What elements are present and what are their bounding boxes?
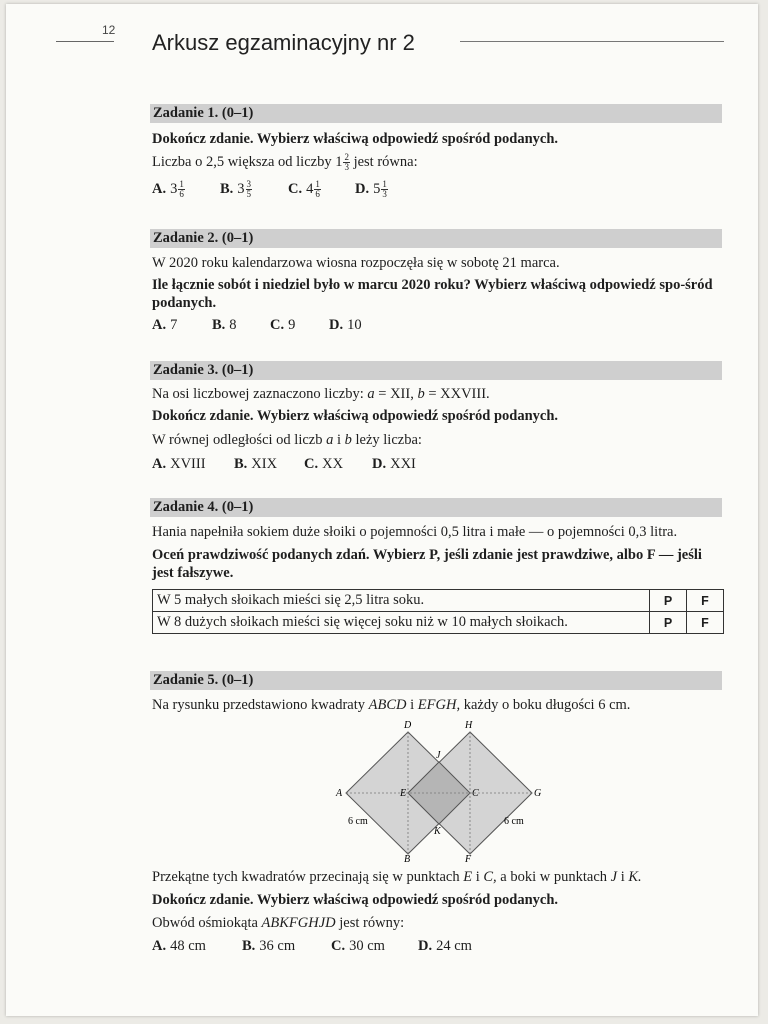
option-label: A.: [152, 317, 167, 333]
point-c: C,: [483, 869, 497, 885]
label-k: K: [434, 826, 441, 837]
label-d: D: [404, 720, 412, 731]
task-5-option-d[interactable]: [418, 938, 472, 955]
variable-a: a: [326, 432, 334, 448]
fraction-denominator: 3: [382, 189, 387, 199]
table-row: [153, 612, 724, 634]
task-3-text-pre: Na osi liczbowej zaznaczono liczby:: [152, 386, 364, 402]
option-whole: 5: [373, 181, 381, 197]
task-3-question-post: leży liczba:: [355, 432, 422, 448]
task-1-option-d[interactable]: [355, 180, 388, 199]
task-4-header: Zadanie 4. (0–1): [150, 498, 722, 517]
conjunction: i: [620, 869, 625, 885]
point-k: K.: [628, 869, 642, 885]
task-2-text: W 2020 roku kalendarzowa wiosna rozpoczęła się w sobotę 21 marca.: [152, 255, 560, 271]
true-choice[interactable]: P: [650, 590, 687, 612]
option-value: 10: [347, 317, 362, 333]
value-a: = XII,: [378, 386, 414, 402]
option-label: D.: [329, 317, 344, 333]
option-label: C.: [270, 317, 285, 333]
option-value: 7: [170, 317, 178, 333]
label-g: G: [534, 788, 542, 799]
title-rule: [460, 41, 724, 42]
fraction-numerator: 1: [179, 179, 184, 189]
task-3-option-a[interactable]: [152, 456, 206, 473]
fraction-numerator: 3: [246, 179, 252, 189]
true-false-table: [152, 589, 724, 634]
task-2-header: Zadanie 2. (0–1): [150, 229, 722, 248]
fraction-denominator: 3: [344, 162, 349, 173]
task-3-text: [152, 385, 490, 403]
option-label: A.: [152, 938, 167, 954]
task-5-header: Zadanie 5. (0–1): [150, 671, 722, 690]
point-j: J: [610, 869, 618, 885]
page-number: 12: [102, 23, 116, 37]
option-label: B.: [220, 180, 234, 197]
task-5-text-2: [152, 868, 642, 886]
label-a: A: [336, 788, 343, 799]
option-value: XVIII: [170, 456, 206, 472]
side-length-right: 6 cm: [504, 816, 524, 827]
task-3-option-b[interactable]: [234, 456, 277, 473]
task-2-instruction: Ile łącznie sobót i niedziel było w marcu 2020 roku? Wybierz właściwą odpowiedź spo-śród podanych.: [152, 277, 713, 311]
option-fraction: [178, 180, 185, 199]
option-whole: 3: [170, 181, 178, 197]
option-value: 9: [288, 317, 296, 333]
label-c: C: [472, 788, 479, 799]
task-5-text2-mid: a boki w punktach: [500, 869, 608, 885]
square-abcd-name: ABCD: [368, 697, 407, 713]
option-value: XX: [322, 456, 344, 472]
square-efgh-name: EFGH,: [417, 697, 461, 713]
fraction-numerator: 2: [344, 152, 349, 163]
task-3-question-pre: W równej odległości od liczb: [152, 432, 323, 448]
option-label: B.: [212, 317, 226, 333]
variable-b: b: [344, 432, 352, 448]
task-5-question: [152, 914, 404, 932]
task-1-question-post: jest równa:: [353, 154, 418, 170]
task-4-instruction: Oceń prawdziwość podanych zdań. Wybierz P, jeśli zdanie jest prawdziwe, albo F — jeśli jest fałszywe.: [152, 547, 702, 581]
octagon-name: ABKFGHJD: [261, 915, 336, 931]
task-5-option-b[interactable]: [242, 938, 295, 955]
option-whole: 4: [306, 181, 314, 197]
option-label: D.: [355, 180, 370, 197]
fraction-numerator: 1: [315, 179, 320, 189]
variable-b: b: [417, 386, 425, 402]
option-label: C.: [331, 938, 346, 954]
task-1-instruction: Dokończ zdanie. Wybierz właściwą odpowiedź spośród podanych.: [152, 131, 559, 147]
task-3-header: Zadanie 3. (0–1): [150, 361, 722, 380]
label-e: E: [400, 788, 407, 799]
label-f: F: [465, 854, 472, 864]
option-value: 24 cm: [436, 938, 472, 954]
option-value: XIX: [251, 456, 278, 472]
fraction-denominator: 5: [246, 189, 252, 199]
point-e: E: [463, 869, 473, 885]
statement-text: W 5 małych słoikach mieści się 2,5 litra soku.: [153, 590, 650, 612]
task-5-text-post: każdy o boku długości 6 cm.: [463, 697, 631, 713]
false-choice[interactable]: F: [687, 590, 724, 612]
squares-figure: [324, 716, 554, 864]
exam-page: [6, 4, 758, 1016]
option-value: 36 cm: [259, 938, 296, 954]
option-fraction: [246, 180, 253, 199]
option-label: B.: [234, 456, 248, 472]
task-1-question-fraction: [343, 153, 350, 172]
option-value: 8: [229, 317, 237, 333]
task-3-option-d[interactable]: [372, 456, 416, 473]
task-1-option-c[interactable]: [288, 180, 321, 199]
task-5-question-pre: Obwód ośmiokąta: [152, 915, 258, 931]
side-length-left: 6 cm: [348, 816, 368, 827]
task-5-text-pre: Na rysunku przedstawiono kwadraty: [152, 697, 366, 713]
true-choice[interactable]: P: [650, 612, 687, 634]
option-label: A.: [152, 180, 167, 197]
task-5-text: [152, 696, 630, 714]
task-5-instruction: Dokończ zdanie. Wybierz właściwą odpowiedź spośród podanych.: [152, 892, 559, 908]
option-label: D.: [418, 938, 433, 954]
task-3-option-c[interactable]: [304, 456, 343, 473]
fraction-numerator: 1: [382, 179, 387, 189]
conjunction: i: [410, 697, 415, 713]
label-b: B: [404, 854, 411, 864]
option-fraction: [381, 180, 388, 199]
option-label: C.: [288, 180, 303, 197]
task-1-question: [152, 153, 418, 172]
conjunction: i: [336, 432, 341, 448]
task-4-text: Hania napełniła sokiem duże słoiki o pojemności 0,5 litra i małe — o pojemności 0,3 litra.: [152, 524, 678, 540]
task-1-option-b[interactable]: [220, 180, 252, 199]
statement-text: W 8 dużych słoikach mieści się więcej soku niż w 10 małych słoikach.: [153, 612, 650, 634]
page-number-rule: [56, 41, 114, 42]
option-value: XXI: [390, 456, 416, 472]
task-3-instruction: Dokończ zdanie. Wybierz właściwą odpowiedź spośród podanych.: [152, 408, 559, 424]
task-5-option-a[interactable]: [152, 938, 206, 955]
false-choice[interactable]: F: [687, 612, 724, 634]
option-value: 30 cm: [349, 938, 385, 954]
task-1-option-a[interactable]: [152, 180, 185, 199]
fraction-denominator: 6: [315, 189, 320, 199]
option-label: D.: [372, 456, 387, 472]
task-5-question-post: jest równy:: [339, 915, 405, 931]
task-2-option-d[interactable]: [329, 317, 362, 334]
task-1-question-pre: Liczba o 2,5 większa od liczby 1: [152, 154, 343, 170]
task-1-header: Zadanie 1. (0–1): [150, 104, 722, 123]
task-5-text2-pre: Przekątne tych kwadratów przecinają się w punktach: [152, 869, 460, 885]
option-label: B.: [242, 938, 256, 954]
option-label: A.: [152, 456, 167, 472]
task-2-option-c[interactable]: [270, 317, 295, 334]
variable-a: a: [367, 386, 375, 402]
task-3-question: [152, 431, 422, 449]
label-h: H: [465, 720, 473, 731]
task-2-option-a[interactable]: [152, 317, 177, 334]
conjunction: i: [475, 869, 480, 885]
table-row: [153, 590, 724, 612]
label-j: J: [436, 750, 441, 761]
task-2-option-b[interactable]: [212, 317, 237, 334]
option-value: 48 cm: [170, 938, 206, 954]
option-whole: 3: [237, 181, 245, 197]
option-label: C.: [304, 456, 319, 472]
task-5-option-c[interactable]: [331, 938, 385, 955]
value-b: = XXVIII.: [428, 386, 490, 402]
page-title: Arkusz egzaminacyjny nr 2: [152, 30, 415, 55]
fraction-denominator: 6: [179, 189, 184, 199]
option-fraction: [314, 180, 321, 199]
